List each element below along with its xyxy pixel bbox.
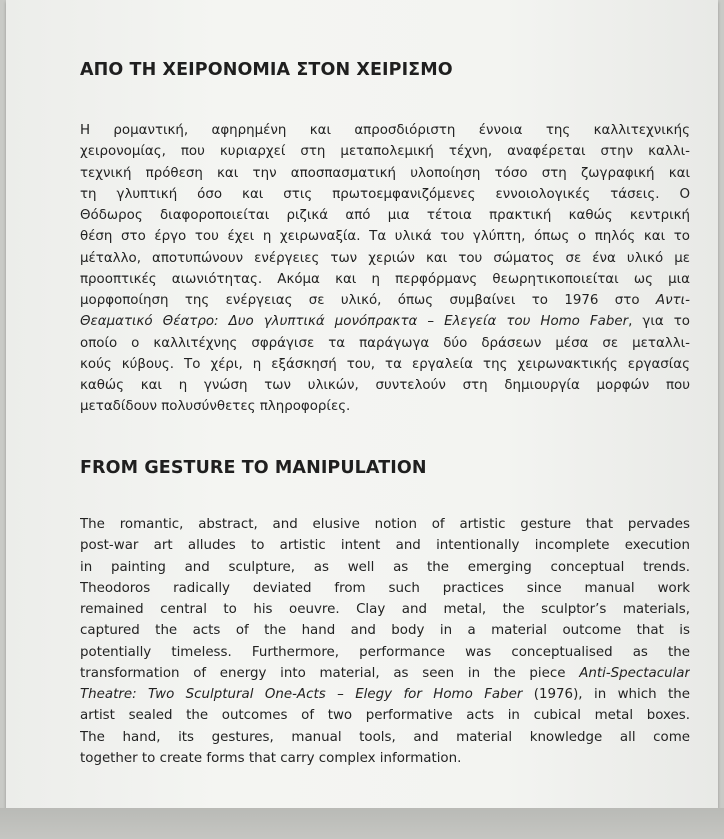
greek-line: κούς κύβους. Το χέρι, η εξάσκησή του, τα εργαλεία της χειρωνακτικής εργασίας [80,356,690,372]
greek-line: μεταδίδουν πολυσύνθετες πληροφορίες. [80,399,351,415]
greek-line-text: μορφοποίηση της ενέργειας σε υλικό, όπως συμβαίνει το 1976 στο [80,293,640,308]
greek-line-with-italic [80,290,690,311]
greek-line: μέταλλο, αποτυπώνουν ενέργειες των χεριών και του σώματος σε ένα υλικό με [80,250,690,266]
english-line: in painting and sculpture, as well as the emerging conceptual trends. [80,559,690,575]
english-line: artist sealed the outcomes of two performative acts in cubical metal boxes. [80,708,690,724]
english-line-text: transformation of energy into material, as seen in the piece [80,665,566,681]
english-line: potentially timeless. Furthermore, performance was conceptualised as the [80,644,690,660]
greek-line: τεχνική πρόθεση και την αποσπασματική υλοποίηση τόσο στη ζωγραφική και [80,165,690,181]
greek-line: χειρονομίας, που κυριαρχεί στη μεταπολεμική τέχνη, αναφέρεται στην καλλι- [80,144,690,160]
english-line: post-war art alludes to artistic intent and intentionally incomplete execution [80,538,690,554]
wall-text-panel [6,0,718,808]
english-line: together to create forms that carry complex information. [80,750,462,766]
greek-line: θέση στο έργο του έχει η χειρωναξία. Τα υλικά του γλύπτη, όπως ο πηλός και το [80,229,690,245]
greek-italic-work-title-start: Αντι- [655,293,690,308]
greek-title: ΑΠΟ ΤΗ ΧΕΙΡΟΝΟΜΙΑ ΣΤΟΝ ΧΕΙΡΙΣΜΟ [80,60,453,80]
english-line: The romantic, abstract, and elusive notion of artistic gesture that pervades [80,517,690,532]
greek-line-text: , για το [628,314,690,330]
greek-paragraph [80,120,690,418]
greek-line: προοπτικές αιωνιότητας. Ακόμα και η περφόρμανς θεωρητικοποιείται ως μια [80,271,690,287]
english-title: FROM GESTURE TO MANIPULATION [80,458,427,478]
greek-line: Θόδωρος διαφοροποιείται ριζικά από μια τέτοια πρακτική καθώς κεντρική [80,208,690,223]
english-line-with-italic [80,663,690,684]
english-line: The hand, its gestures, manual tools, and material knowledge all come [80,729,690,745]
english-line: Theodoros radically deviated from such practices since manual work [80,580,690,596]
greek-line: οποίο ο καλλιτέχνης σφράγισε τα παράγωγα δύο δράσεων μέσα σε μεταλλι- [80,335,690,351]
greek-line: καθώς και η γνώση των υλικών, συντελούν στη δημιουργία μορφών που [80,378,690,393]
english-line-text: (1976), in which the [522,687,690,702]
greek-line: τη γλυπτική όσο και στις πρωτοεμφανιζόμενες εννοιολογικές τάσεις. Ο [80,186,690,202]
greek-italic-work-title: Θεαματικό Θέατρο: Δυο γλυπτικά μονόπρακτα – Ελεγεία του Homo Faber [80,314,629,330]
english-line: remained central to his oeuvre. Clay and metal, the sculptor’s materials, [80,602,690,617]
english-italic-work-title-start: Anti-Spectacular [579,665,690,681]
english-paragraph [80,514,690,769]
greek-line: Η ρομαντική, αφηρημένη και απροσδιόριστη έννοια της καλλιτεχνικής [80,123,690,138]
wall-below-panel [0,808,724,839]
english-italic-work-title: Theatre: Two Sculptural One-Acts – Elegy for Homo Faber [80,687,523,702]
english-line: captured the acts of the hand and body in a material outcome that is [80,623,690,639]
greek-line-with-italic [80,311,690,332]
english-line-with-italic [80,684,690,705]
